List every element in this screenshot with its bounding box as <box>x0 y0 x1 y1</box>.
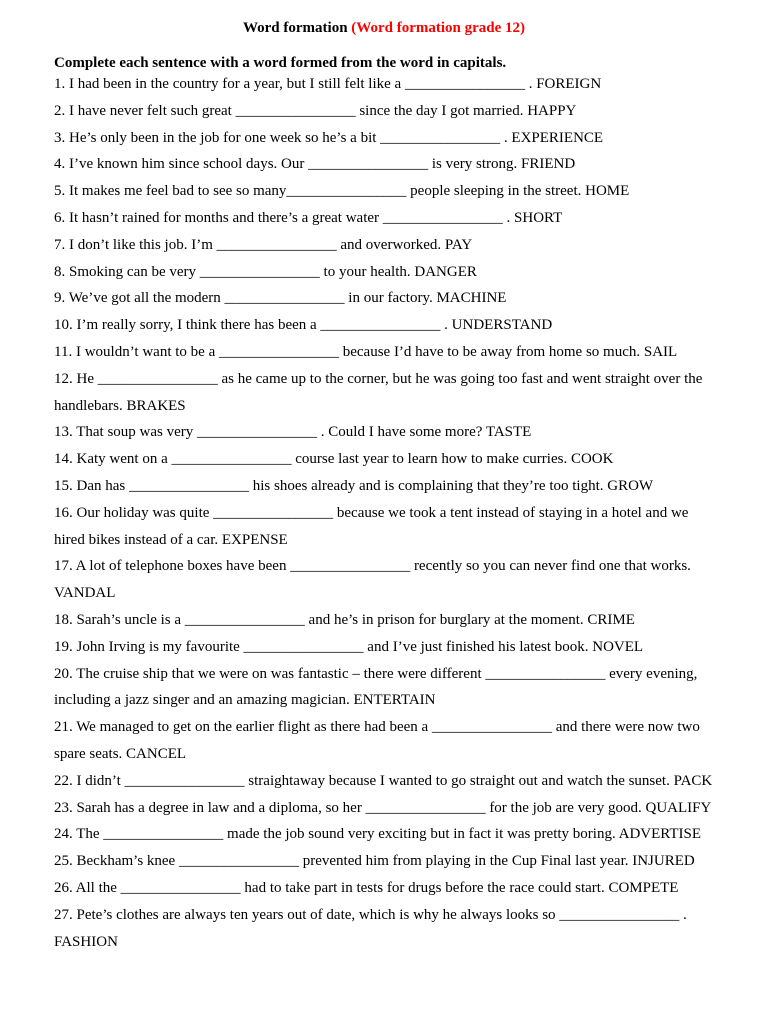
exercise-item-16: 16. Our holiday was quite ________________ because we took a tent instead of staying in a hotel and we hired bikes instead of a car. EXPENSE <box>54 504 689 548</box>
exercise-item-4: 4. I’ve known him since school days. Our ________________ is very strong. FRIEND <box>54 156 576 173</box>
exercise-item-14: 14. Katy went on a ________________ course last year to learn how to make curries. COOK <box>54 451 614 468</box>
exercise-item-24: 24. The ________________ made the job sound very exciting but in fact it was pretty boring. ADVERTISE <box>54 826 702 843</box>
exercise-item-10: 10. I’m really sorry, I think there has been a ________________ . UNDERSTAND <box>54 317 553 334</box>
exercise-list <box>54 71 716 955</box>
exercise-item-12: 12. He ________________ as he came up to the corner, but he was going too fast and went straight over the handlebars. BRAKES <box>54 370 703 414</box>
exercise-item-5: 5. It makes me feel bad to see so many________________ people sleeping in the street. HOME <box>54 183 630 200</box>
exercise-item-21: 21. We managed to get on the earlier flight as there had been a ________________ and there were now two spare seats. CANCEL <box>54 719 700 762</box>
exercise-item-11: 11. I wouldn’t want to be a ________________ because I’d have to be away from home so much. SAIL <box>54 343 678 360</box>
instruction-text: Complete each sentence with a word formed from the word in capitals. <box>54 55 507 71</box>
exercise-item-26: 26. All the ________________ had to take part in tests for drugs before the race could start. COMPETE <box>54 879 679 896</box>
exercise-item-23: 23. Sarah has a degree in law and a diploma, so her ________________ for the job are very good. QUALIFY <box>54 799 712 816</box>
exercise-item-9: 9. We’ve got all the modern ________________ in our factory. MACHINE <box>54 290 507 307</box>
exercise-item-18: 18. Sarah’s uncle is a ________________ and he’s in prison for burglary at the moment. CRIME <box>54 611 635 628</box>
exercise-item-27: 27. Pete’s clothes are always ten years out of date, which is why he always looks so ________________ . FASHION <box>54 906 687 950</box>
exercise-item-7: 7. I don’t like this job. I’m ________________ and overworked. PAY <box>54 236 473 253</box>
exercise-item-3: 3. He’s only been in the job for one week so he’s a bit ________________ . EXPERIENCE <box>54 129 604 146</box>
exercise-item-25: 25. Beckham’s knee ________________ prevented him from playing in the Cup Final last year. INJURED <box>54 853 695 870</box>
exercise-item-17: 17. A lot of telephone boxes have been ________________ recently so you can never find one that works. VANDAL <box>54 558 691 602</box>
exercise-item-13: 13. That soup was very ________________ . Could I have some more? TASTE <box>54 424 532 441</box>
exercise-item-8: 8. Smoking can be very ________________ to your health. DANGER <box>54 263 477 280</box>
exercise-item-15: 15. Dan has ________________ his shoes already and is complaining that they’re too tight. GROW <box>54 477 654 494</box>
exercise-item-19: 19. John Irving is my favourite ________________ and I’ve just finished his latest book. NOVEL <box>54 638 644 655</box>
exercise-item-2: 2. I have never felt such great ________________ since the day I got married. HAPPY <box>54 102 577 119</box>
exercise-item-20: 20. The cruise ship that we were on was fantastic – there were different ________________ every evening, including a jazz singer and an amazing magician. ENTERTAIN <box>54 665 698 709</box>
title-subtitle: (Word formation grade 12) <box>351 20 526 36</box>
exercise-item-1: 1. I had been in the country for a year, but I still felt like a ________________ . FOREIGN <box>54 76 602 92</box>
page-title <box>0 18 768 38</box>
exercise-item-22: 22. I didn’t ________________ straightaway because I wanted to go straight out and watch the sunset. PACK <box>54 772 713 789</box>
exercise-item-6: 6. It hasn’t rained for months and there’s a great water ________________ . SHORT <box>54 209 563 226</box>
title-main: Word formation <box>242 20 348 36</box>
